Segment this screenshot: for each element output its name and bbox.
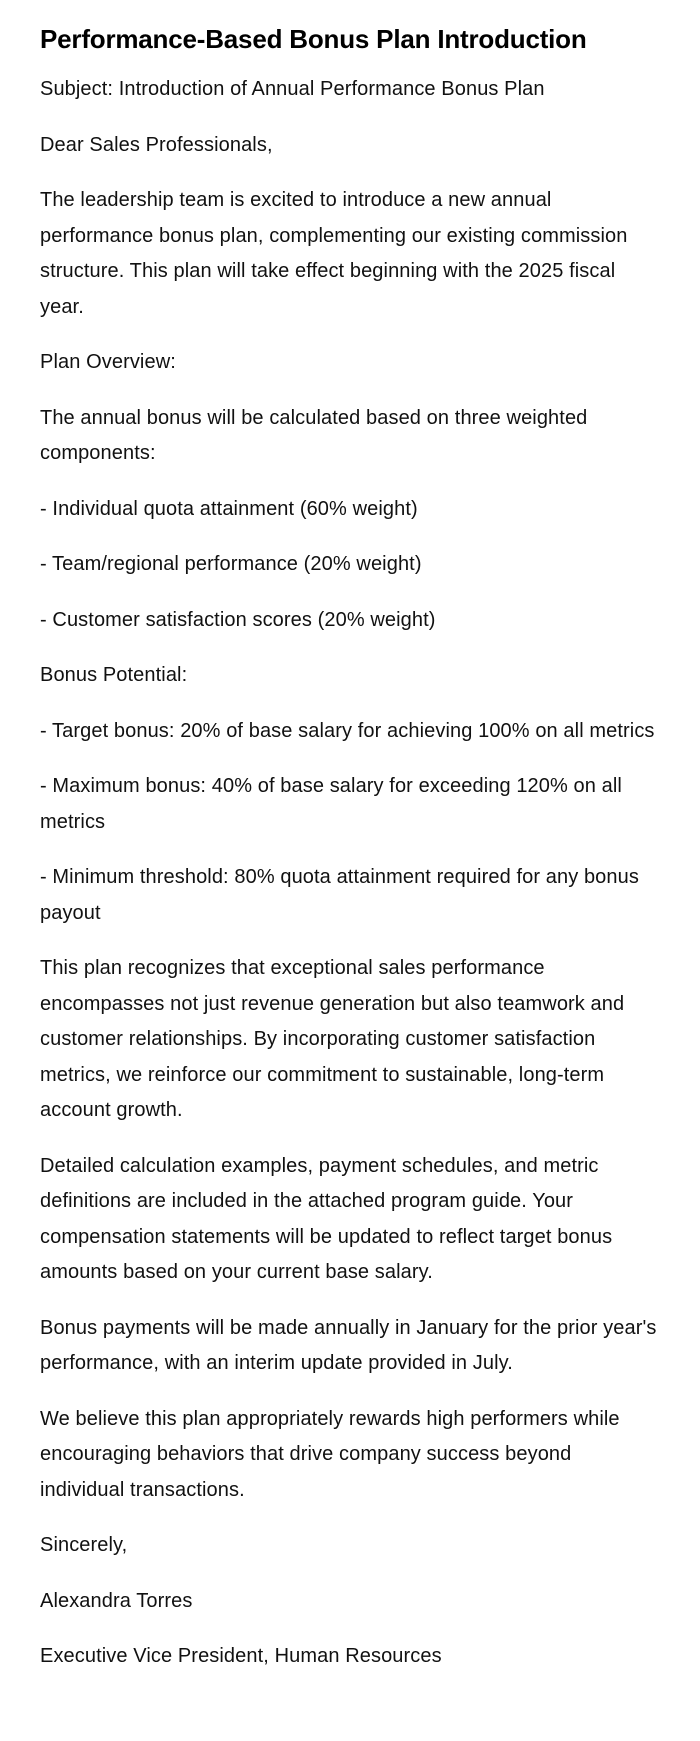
- bonus-item-maximum: - Maximum bonus: 40% of base salary for exceeding 120% on all metrics: [40, 775, 622, 833]
- component-item-quota: - Individual quota attainment (60% weight): [40, 497, 418, 520]
- bonus-item-target: - Target bonus: 20% of base salary for achieving 100% on all metrics: [40, 719, 655, 742]
- bonus-potential-heading: Bonus Potential:: [40, 664, 188, 686]
- salutation: Dear Sales Professionals,: [40, 133, 273, 156]
- recognition-paragraph: This plan recognizes that exceptional sales performance encompasses not just revenue generation but also teamwork and customer relationships. By incorporating customer satisfaction metrics, we reinforce our commitment to sustainable, long-term account growth.: [40, 957, 625, 1121]
- components-intro: The annual bonus will be calculated based on three weighted components:: [40, 406, 588, 464]
- signer-title: Executive Vice President, Human Resources: [40, 1645, 442, 1667]
- document-title: Performance-Based Bonus Plan Introduction: [40, 24, 587, 54]
- sign-off: Sincerely,: [40, 1534, 128, 1556]
- subject-line: Subject: Introduction of Annual Performance Bonus Plan: [40, 78, 545, 100]
- component-item-team: - Team/regional performance (20% weight): [40, 553, 422, 575]
- plan-overview-heading: Plan Overview:: [40, 351, 176, 373]
- bonus-item-threshold: - Minimum threshold: 80% quota attainment required for any bonus payout: [40, 866, 639, 924]
- payment-schedule-paragraph: Bonus payments will be made annually in January for the prior year's performance, with an interim update provided in July.: [40, 1316, 657, 1374]
- component-item-satisfaction: - Customer satisfaction scores (20% weight): [40, 608, 436, 631]
- details-paragraph: Detailed calculation examples, payment schedules, and metric definitions are included in the attached program guide. Your compensation statements will be updated to reflect target bonus amounts based on your current base salary.: [40, 1154, 613, 1283]
- signer-name: Alexandra Torres: [40, 1589, 193, 1612]
- intro-paragraph: The leadership team is excited to introduce a new annual performance bonus plan, complementing our existing commission structure. This plan will take effect beginning with the 2025 fiscal year.: [40, 189, 628, 318]
- closing-paragraph: We believe this plan appropriately rewards high performers while encouraging behaviors that drive company success beyond individual transactions.: [40, 1407, 620, 1501]
